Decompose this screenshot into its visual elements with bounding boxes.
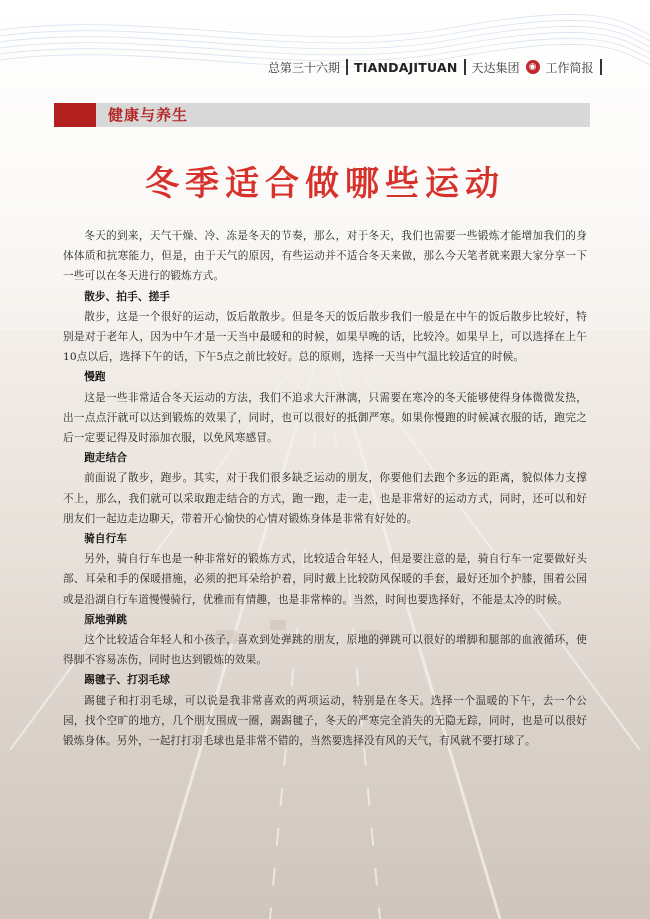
section-banner bbox=[54, 103, 590, 127]
section-paragraph: 这个比较适合年轻人和小孩子，喜欢到处弹跳的朋友，原地的弹跳可以很好的增脚和腿部的血液循环，使得脚不容易冻伤，同时也达到锻炼的效果。 bbox=[63, 634, 587, 667]
publication-header bbox=[268, 56, 602, 78]
decorative-wave-lines bbox=[0, 0, 650, 110]
header-divider bbox=[346, 59, 348, 75]
section-heading: 原地弹跳 bbox=[84, 613, 128, 626]
article-body bbox=[63, 226, 587, 751]
section-heading: 骑自行车 bbox=[84, 533, 128, 546]
section-paragraph: 另外，骑自行车也是一种非常好的锻炼方式，比较适合年轻人，但是要注意的是，骑自行车一定要做好头部、耳朵和手的保暖措施，必须的把耳朵给护着，同时戴上比较防风保暖的手套，最好还加个护膝，围着公园或是沿湖自行车道慢慢骑行，优雅而有情趣，也是非常棒的。当然，时间也要选择好，不能是太冷的时候。 bbox=[63, 553, 587, 606]
section-paragraph: 前面说了散步，跑步。其实，对于我们很多缺乏运动的朋友，你要他们去跑个多远的距离，貌似体力支撑不上，那么，我们就可以采取跑走结合的方式，跑一跑，走一走，也是非常好的运动方式，同时，还可以和好朋友们一起边走边聊天，带着开心愉快的心情对锻炼身体是非常有好处的。 bbox=[63, 472, 587, 525]
issue-number: 总第三十六期 bbox=[268, 60, 341, 75]
section-heading: 散步、拍手、搓手 bbox=[84, 290, 171, 303]
header-divider bbox=[464, 59, 466, 75]
article-intro: 冬天的到来，天气干燥、冷、冻是冬天的节奏，那么，对于冬天，我们也需要一些锻炼才能增加我们的身体体质和抗寒能力，但是，由于天气的原因，有些运动并不适合冬天来做，那么今天笔者就来跟大家分享一下一些可以在冬天进行的锻炼方式。 bbox=[63, 230, 587, 283]
section-heading: 踢毽子、打羽毛球 bbox=[84, 674, 171, 687]
section-heading: 慢跑 bbox=[84, 371, 106, 384]
section-accent-block bbox=[54, 103, 96, 127]
publication-name: 工作简报 bbox=[545, 60, 594, 75]
section-paragraph: 踢毽子和打羽毛球，可以说是我非常喜欢的两项运动，特别是在冬天。选择一个温暖的下午，去一个公园，找个空旷的地方，几个朋友围成一圈，踢踢毽子，冬天的严寒完全消失的无隐无踪，同时，也是可以很好锻炼身体。另外，一起打打羽毛球也是非常不错的，当然要选择没有风的天气，有风就不要打球了。 bbox=[63, 694, 587, 748]
article-title: 冬季适合做哪些运动 bbox=[145, 164, 505, 204]
section-heading: 跑走结合 bbox=[84, 452, 128, 465]
section-paragraph: 这是一些非常适合冬天运动的方法，我们不追求大汗淋漓，只需要在寒冷的冬天能够使得身体微微发热，出一点点汗就可以达到锻炼的效果了，同时，也可以很好的抵御严寒。如果你慢跑的时候减衣服的话，跑完之后一定要记得及时添加衣服，以免风寒感冒。 bbox=[63, 391, 587, 445]
company-name: 天达集团 bbox=[471, 60, 520, 75]
brand-name: TIANDAJITUAN bbox=[354, 59, 458, 75]
section-label: 健康与养生 bbox=[108, 106, 189, 124]
header-divider bbox=[600, 59, 602, 75]
section-paragraph: 散步，这是一个很好的运动，饭后散散步。但是冬天的饭后散步我们一般是在中午的饭后散步比较好，特别是对于老年人，因为中午才是一天当中最暖和的时候，如果早晚的话，比较冷。如果早上，可以选择在上午10点以后，选择下午的话，下午5点之前比较好。总的原则，选择一天当中气温比较适宜的时候。 bbox=[63, 310, 587, 364]
company-logo-icon: ◉ bbox=[526, 60, 540, 74]
